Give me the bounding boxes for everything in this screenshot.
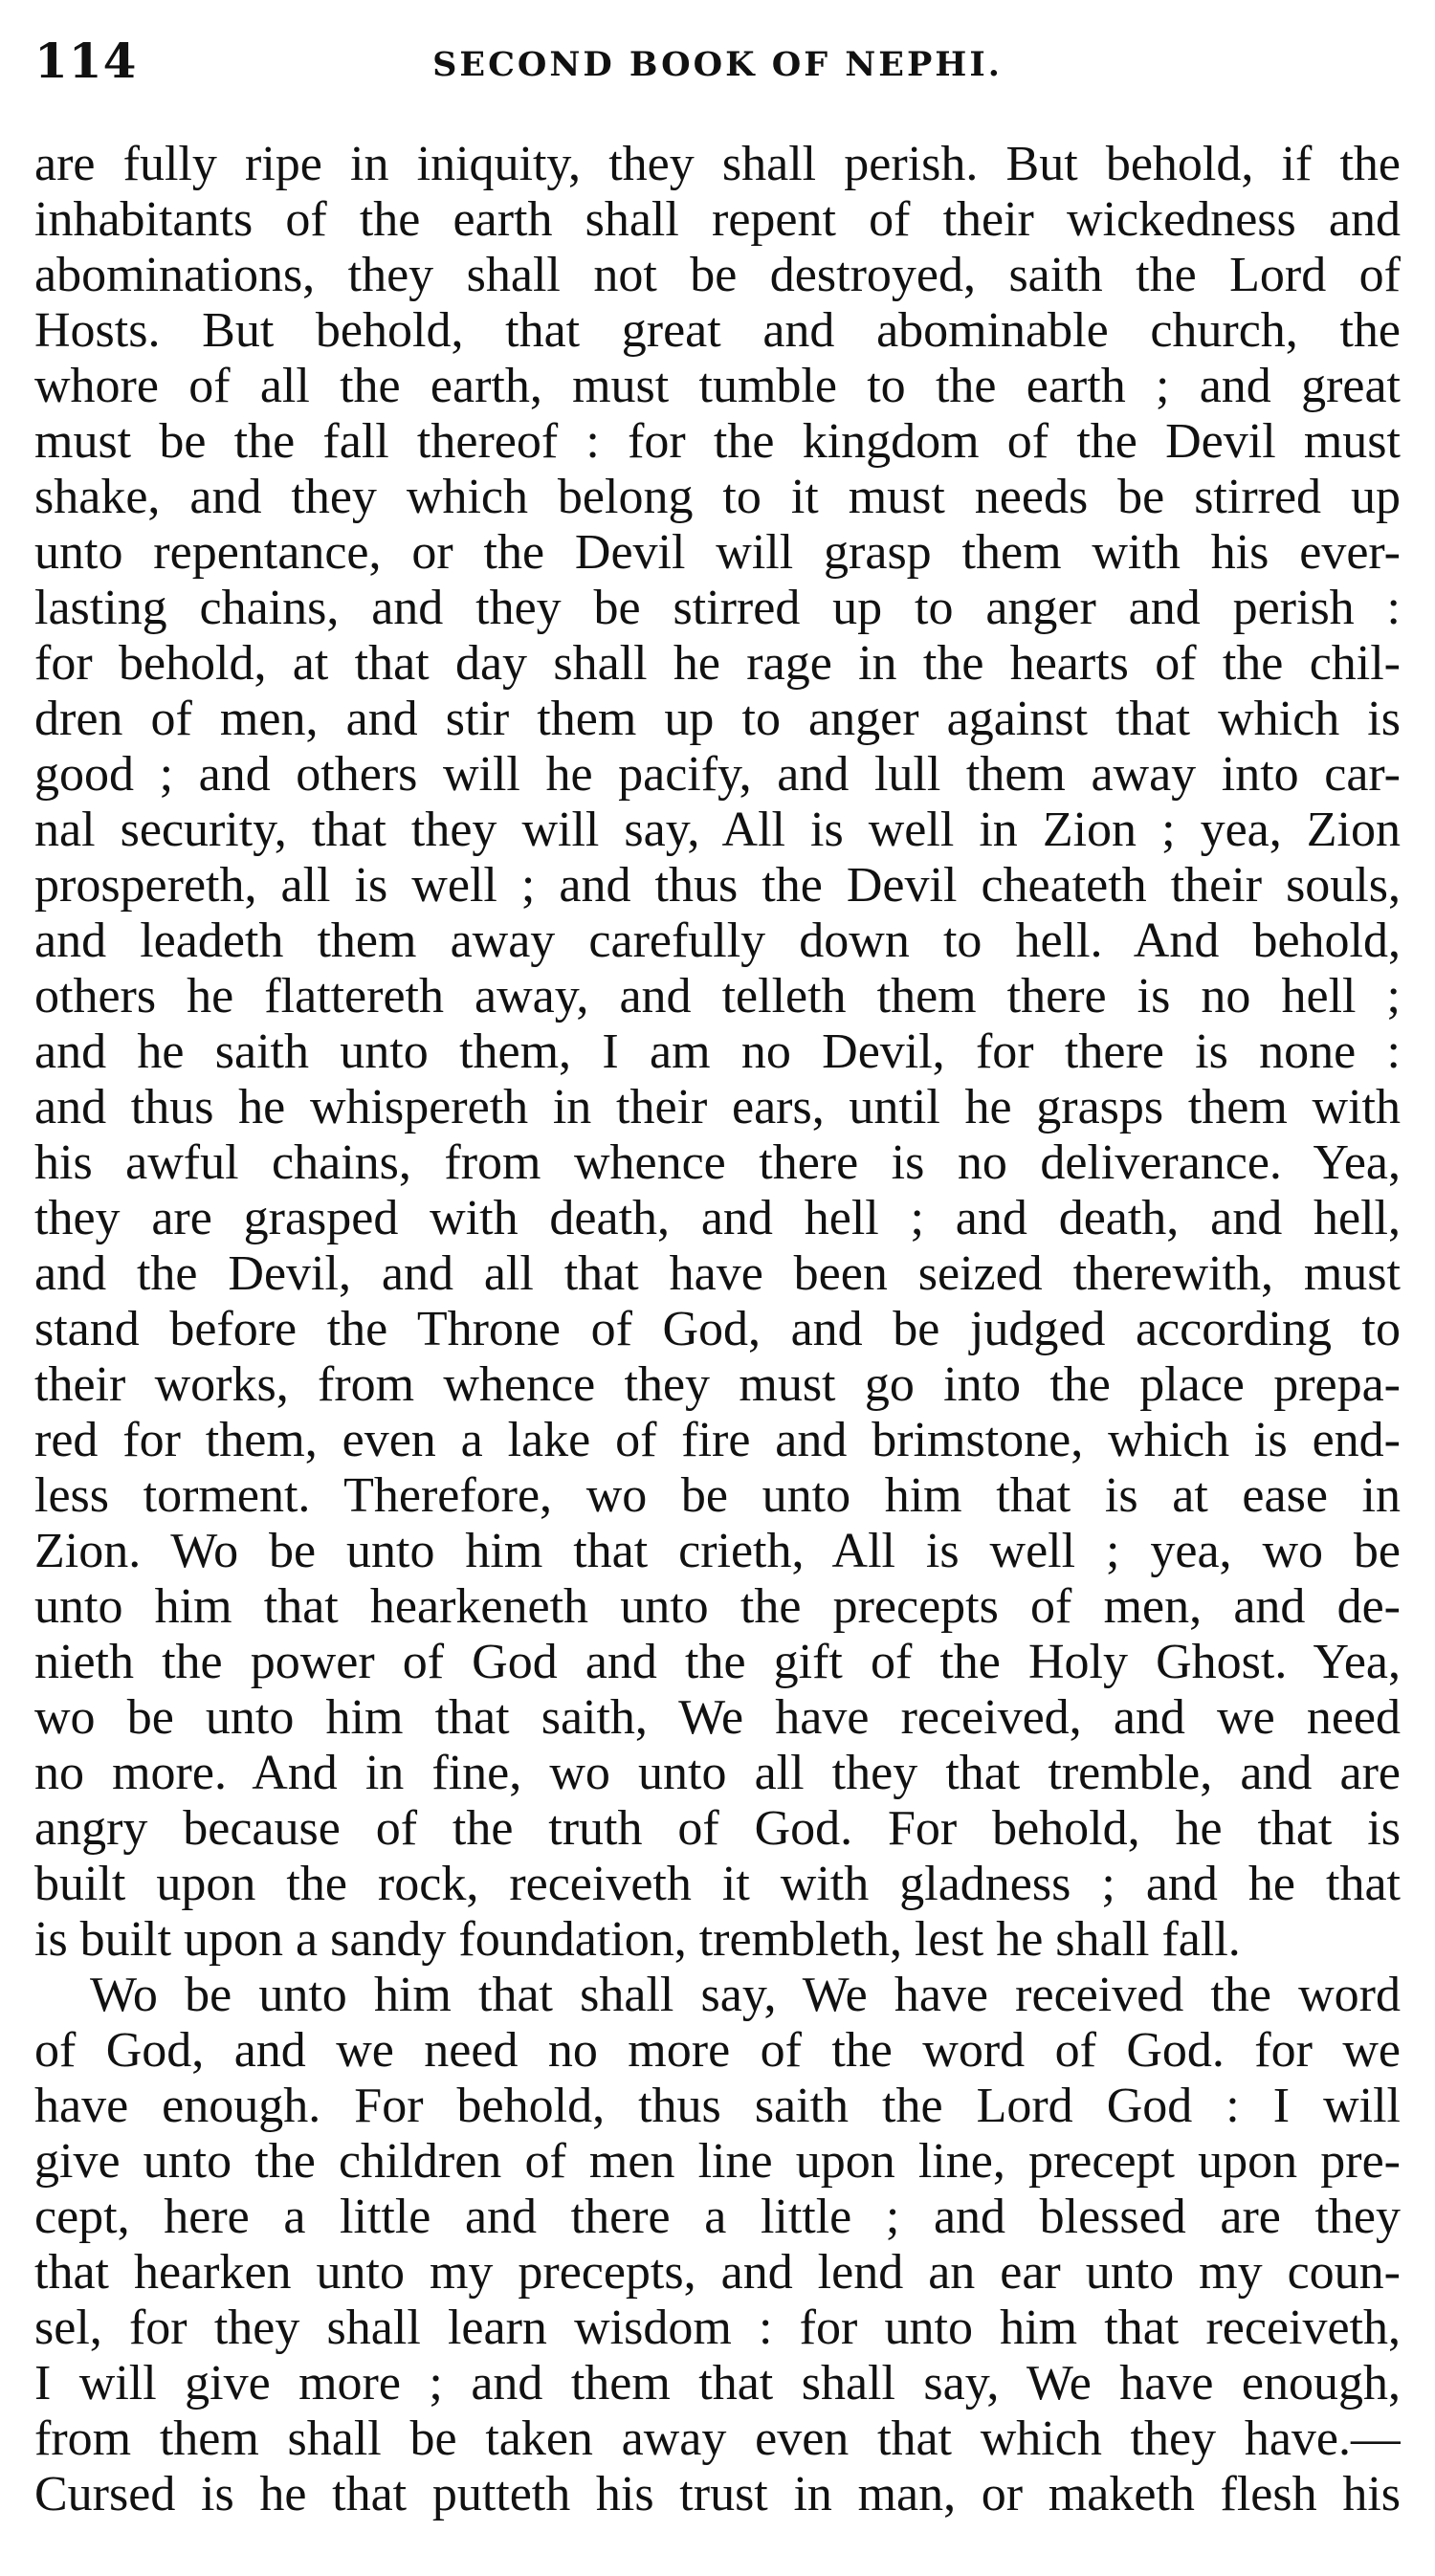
text-line: red for them, even a lake of fire and brimstone, which is end- <box>34 1413 1401 1467</box>
text-line: their works, from whence they must go into the place prepa- <box>34 1357 1401 1412</box>
text-line: Zion. Wo be unto him that crieth, All is well ; yea, wo be <box>34 1524 1401 1578</box>
text-line: prospereth, all is well ; and thus the Devil cheateth their souls, <box>34 858 1401 913</box>
text-line: I will give more ; and them that shall say, We have enough, <box>34 2356 1401 2411</box>
text-line: from them shall be taken away even that which they have.— <box>34 2411 1401 2466</box>
text-line: others he flattereth away, and telleth them there is no hell ; <box>34 969 1401 1024</box>
text-line: angry because of the truth of God. For behold, he that is <box>34 1801 1401 1856</box>
running-title: SECOND BOOK OF NEPHI. <box>432 45 1003 84</box>
page-number: 114 <box>34 33 138 89</box>
text-line: is built upon a sandy foundation, trembleth, lest he shall fall. <box>34 1912 1241 1967</box>
text-line: built upon the rock, receiveth it with gladness ; and he that <box>34 1857 1401 1911</box>
text-line: must be the fall thereof : for the kingdom of the Devil must <box>34 414 1401 469</box>
text-line: shake, and they which belong to it must needs be stirred up <box>34 470 1401 524</box>
text-line: stand before the Throne of God, and be judged according to <box>34 1302 1401 1356</box>
text-line: unto repentance, or the Devil will grasp them with his ever- <box>34 525 1401 580</box>
text-line: of God, and we need no more of the word of God. for we <box>34 2023 1401 2078</box>
text-line: and leadeth them away carefully down to hell. And behold, <box>34 914 1401 968</box>
body-text <box>34 137 1401 2522</box>
text-line: no more. And in fine, wo unto all they that tremble, and are <box>34 1746 1401 1800</box>
text-line: Wo be unto him that shall say, We have received the word <box>90 1968 1401 2022</box>
text-line: and thus he whispereth in their ears, until he grasps them with <box>34 1080 1401 1134</box>
text-line: cept, here a little and there a little ; and blessed are they <box>34 2190 1401 2244</box>
text-line: nieth the power of God and the gift of the Holy Ghost. Yea, <box>34 1635 1401 1689</box>
text-line: lasting chains, and they be stirred up to anger and perish : <box>34 581 1401 635</box>
text-line: less torment. Therefore, wo be unto him that is at ease in <box>34 1468 1401 1523</box>
running-head <box>0 29 1435 105</box>
text-line: and the Devil, and all that have been seized therewith, must <box>34 1246 1401 1301</box>
text-line: whore of all the earth, must tumble to the earth ; and great <box>34 359 1401 413</box>
text-line: Hosts. But behold, that great and abominable church, the <box>34 303 1401 358</box>
text-line: that hearken unto my precepts, and lend an ear unto my coun- <box>34 2245 1401 2300</box>
text-line: wo be unto him that saith, We have received, and we need <box>34 1690 1401 1745</box>
text-line: good ; and others will he pacify, and lull them away into car- <box>34 747 1401 802</box>
text-line: Cursed is he that putteth his trust in man, or maketh flesh his <box>34 2467 1401 2521</box>
text-line: they are grasped with death, and hell ; and death, and hell, <box>34 1191 1401 1245</box>
text-line: for behold, at that day shall he rage in the hearts of the chil- <box>34 636 1401 691</box>
text-line: and he saith unto them, I am no Devil, for there is none : <box>34 1024 1401 1079</box>
text-line: dren of men, and stir them up to anger against that which is <box>34 692 1401 746</box>
text-line: unto him that hearkeneth unto the precepts of men, and de- <box>34 1579 1401 1634</box>
text-line: abominations, they shall not be destroyed, saith the Lord of <box>34 248 1401 302</box>
text-line: nal security, that they will say, All is well in Zion ; yea, Zion <box>34 803 1401 857</box>
text-line: have enough. For behold, thus saith the Lord God : I will <box>34 2079 1401 2133</box>
text-line: sel, for they shall learn wisdom : for unto him that receiveth, <box>34 2301 1401 2355</box>
text-line: give unto the children of men line upon line, precept upon pre- <box>34 2134 1401 2189</box>
text-line: are fully ripe in iniquity, they shall perish. But behold, if the <box>34 137 1401 191</box>
text-line: his awful chains, from whence there is no deliverance. Yea, <box>34 1135 1401 1190</box>
text-line: inhabitants of the earth shall repent of their wickedness and <box>34 192 1401 247</box>
